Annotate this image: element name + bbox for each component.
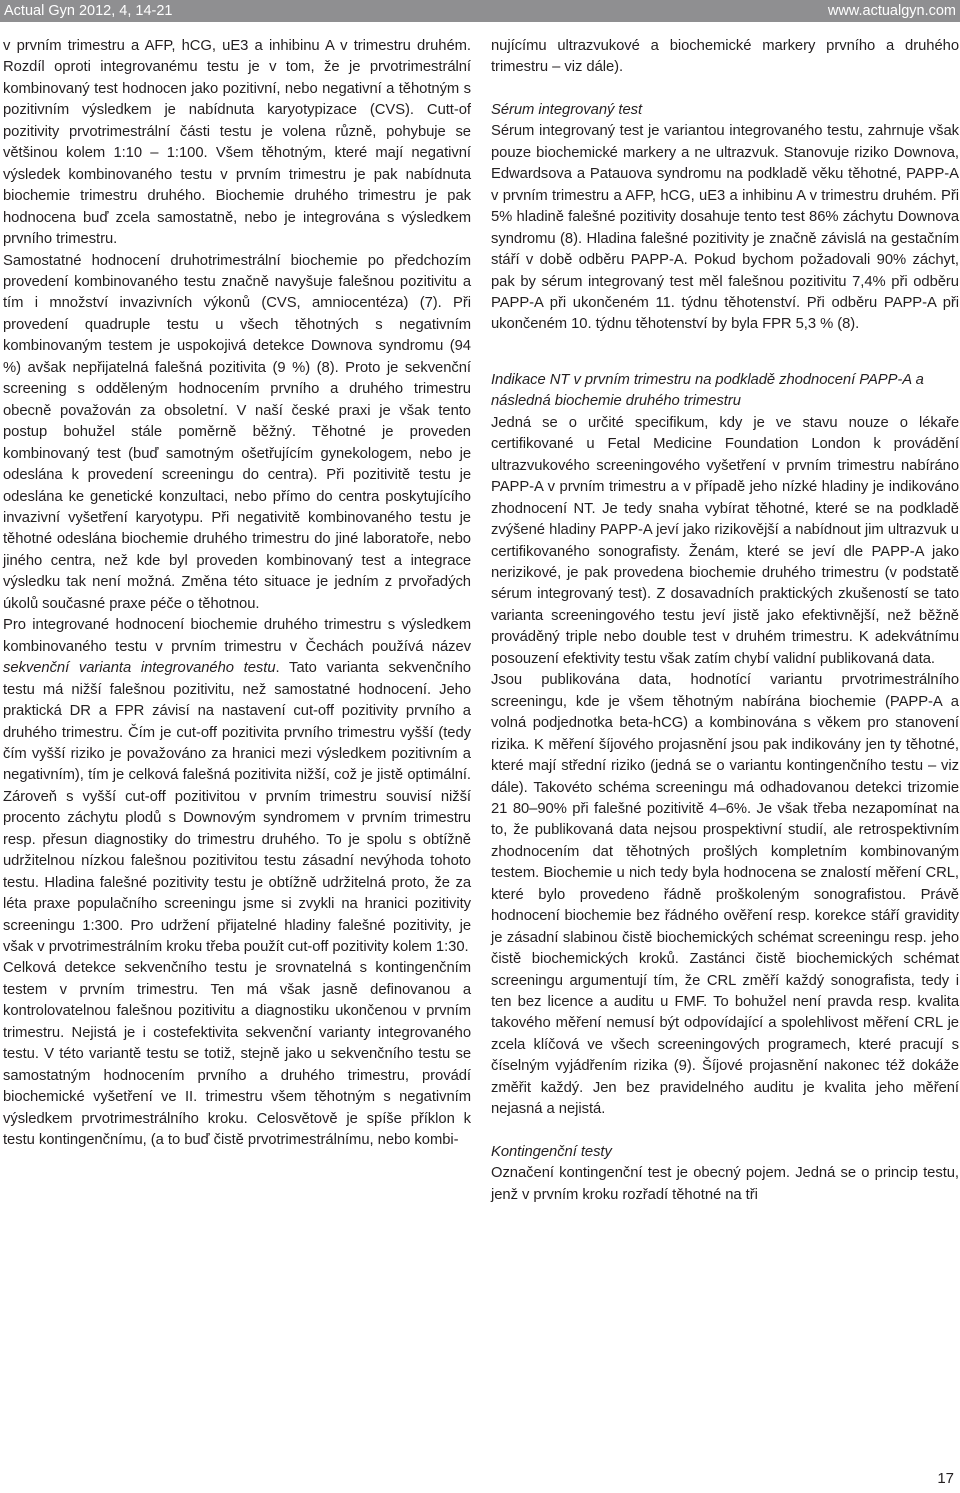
page-header — [0, 0, 960, 22]
left-column — [3, 36, 471, 1152]
text-run: . Tato varianta sekvenčního testu má nižší falešnou pozitivitu, než samostatné hodnocení. Jeho praktická DR a FPR závisí na nastavení cut-off pozitivity prvního a druhého trimestru. Čím je cut-off pozitivita prvního trimestru vyšší (tedy čím vyšší riziko je považováno za hranici mezi výsledkem pozitivním a negativním), tím je celková falešná pozitivita nižší, což je jistě optimální. Zároveň s vyšší cut-off pozitivitou v prvním trimestru souvisí nižší procento záchytu plodů s Downovým syndromem v prvním trimestru resp. přesun diagnostiky do trimestru druhého. To je spolu s obtížně udržitelnou nízkou falešnou pozitivitou testu zásadní nevýhoda tohoto testu. Hladina falešné pozitivity testu je obtížně udržitelná proto, že za léta praxe populačního screeningu jsme si zvykli na hranici pozitivity screeningu 1:300. Pro udržení přijatelné hladiny falešné pozitivity, je však v prvotrimestrálním kroku třeba použít cut-off pozitivity kolem 1:30. — [3, 660, 471, 956]
paragraph: Samostatné hodnocení druhotrimestrální biochemie po předchozím provedení kombinovaného testu značně navyšuje falešnou pozitivitu a tím i množství invazivních výkonů (CVS, amniocentéza) (7). Při provedení quadruple testu u všech těhotných s negativním kombinovaným testem je uspokojivá detekce Downova syndromu (94 %) avšak nepřijatelná falešná pozitivita (9 %) (8). Proto je sekvenční screening s odděleným hodnocením prvního a druhého trimestru obecně považován za obsoletní. V naší české praxi je však tento postup bohužel stále poměrně běžný. Těhotné je proveden kombinovaný test (buď samotným ošetřujícím gynekologem, nebo je odeslána k provedení screeningu do centra). Při pozitivitě testu je odeslána ke genetické konzultaci, nebo přímo do centra poskytujícího invazivní vyšetření karyotypu. Při negativitě kombinovaného testu je těhotné odeslána biochemie druhého trimestru do jiné laboratoře, nebo jiného centra, než kde byl proveden kombinovaný test a integrace výsledku tak není možná. Změna této situace je jedním z prvořadých úkolů současné praxe péče o těhotnou. — [3, 252, 471, 612]
section-heading: Sérum integrovaný test — [491, 101, 643, 118]
paragraph: nujícímu ultrazvukové a biochemické markery prvního a druhého trimestru – viz dále). — [491, 38, 959, 76]
page-number: 17 — [937, 1470, 954, 1487]
italic-term: sekvenční varianta integrovaného testu — [3, 660, 276, 677]
paragraph: Jedná se o určité specifikum, kdy je ve stavu nouze o lékaře certifikované u Fetal Medicine Foundation London k provádění ultrazvukového screeningového vyšetření v prvním trimestru nabíráno PAPP-A v prvním trimestru a v případě jeho nízké hladiny je indikováno zhodnocení NT. Je tedy snaha vybírat těhotné, které se na podkladě zvýšené hladiny PAPP-A jeví jako rizikovější a nabídnout jim ultrazvuk u certifikovaného sonografisty. Ženám, které se jeví dle PAPP-A jako nerizikové, je pak provedena biochemie druhého trimestru (v podstatě sérum integrovaný test). Z dosavadních praktických zkušeností se tato varianta screeningového testu jeví jistě jako efektivnější, než běžně prováděný triple nebo double test v druhém trimestru. K adekvátnímu posouzení efektivity testu však zatím chybí validní publikovaná data. — [491, 414, 959, 667]
paragraph: Sérum integrovaný test je variantou integrovaného testu, zahrnuje však pouze biochemické markery a ne ultrazvuk. Stanovuje riziko Downova, Edwardsova a Patauova syndromu na podkladě věku těhotné, PAPP-A v prvním trimestru a AFP, hCG, uE3 a inhibinu A v trimestru druhém. Při 5% hladině falešné pozitivity dosahuje tento test 86% záchytu Downova syndromu (8). Hladina falešné pozitivity je značně závislá na gestačním stáří v době odběru PAPP-A. Pokud bychom požadovali 90% záchyt, pak by sérum integrovaný test měl falešnou pozitivitu 7,4% při odběru PAPP-A při ukončeném 11. týdnu těhotenství. Při odběru PAPP-A při ukončeném 10. týdnu těhotenství by byla FPR 5,3 % (8). — [491, 123, 959, 333]
right-column — [491, 36, 959, 1206]
text-run: Pro integrované hodnocení biochemie druhého trimestru s výsledkem kombinovaného testu v prvním trimestru v Čechách používá název — [3, 617, 471, 655]
journal-citation: Actual Gyn 2012, 4, 14-21 — [4, 3, 173, 19]
paragraph: Jsou publikována data, hodnotící variantu prvotrimestrálního screeningu, kde je všem těhotným nabírána biochemie (PAPP-A a volná podjednotka beta-hCG) a kombinována s věkem pro stanovení rizika. K měření šíjového projasnění jsou pak indikovány jen ty těhotné, které mají střední riziko (jedná se o variantu kontingenčního testu – viz dále). Takovéto schéma screeningu má odhadovanou detekci trizomie 21 80–90% při falešné pozitivitě 4–6%. Je však třeba nezapomínat na to, že publikovaná data nejsou prospektivní studií, ale retrospektivním zhodnocením dat těhotných prošlých kompletním kombinovaným testem. Biochemie u nich tedy byla hodnocena se znalostí měření CRL, které bylo provedeno řádně proškoleným sonografistou. Právě hodnocení biochemie bez řádného ověření resp. korekce stáří gravidity je zásadní slabinou čistě biochemických schémat screeningu resp. jeho čistě biochemických kroků. Zastánci čistě biochemických schémat screeningu argumentují tím, že CRL změří každý sonografista, tedy i ten bez licence a auditu u FMF. To bohužel není pravda resp. kvalita takového měření nemusí být odpovídající a spolehlivost měření CRL je zcela klíčová ve všech screeningových programech, které pracují s číselným vyjádřením rizika (9). Šíjové projasnění nakonec též dokáže změřit každý. Jen bez pravidelného auditu je kvalita jeho měření nejasná a nejistá. — [491, 672, 959, 1118]
paragraph — [3, 615, 471, 958]
section-heading: Kontingenční testy — [491, 1143, 612, 1160]
section-heading: Indikace NT v prvním trimestru na podkladě zhodnocení PAPP-A a následná biochemie druhého trimestru — [491, 371, 924, 410]
paragraph: Označení kontingenční test je obecný pojem. Jedná se o princip testu, jenž v prvním kroku rozřadí těhotné na tři — [491, 1165, 959, 1203]
paragraph: v prvním trimestru a AFP, hCG, uE3 a inhibinu A v trimestru druhém. Rozdíl oproti integrovanému testu je v tom, že je prvotrimestrální kombinovaný test hodnocen jako pozitivní, nebo negativní a těhotným s pozitivním výsledkem je nabídnuta karyotypizace (CVS). Cutt-of pozitivity prvotrimestrální části testu je volena různě, pohybuje se většinou kolem 1:10 – 1:100. Všem těhotným, které mají negativní výsledek kombinovaného testu v prvním trimestru je pak nabídnuta biochemie trimestru druhého. Biochemie druhého trimestru je pak hodnocena buď zcela samostatně, nebo je integrována s výsledkem prvního trimestru. — [3, 38, 471, 248]
journal-website: www.actualgyn.com — [827, 3, 956, 19]
paragraph: Celková detekce sekvenčního testu je srovnatelná s kontingenčním testem v prvním trimestru. Ten má však jasně definovanou a kontrolovatelnou falešnou pozitivitu a diagnostiku ukončenou v prvním trimestru. Nejistá je i costefektivita sekvenční varianty integrovaného testu. V této variantě testu se totiž, stejně jako u sekvenčního testu se samostatným hodnocením prvního a druhého trimestru, provádí biochemické vyšetření ve II. trimestru všem těhotným s negativním výsledkem prvotrimestrálního kroku. Celosvětově je spíše příklon k testu kontingenčnímu, (a to buď čistě prvotrimestrálnímu, nebo kombi- — [3, 960, 471, 1149]
